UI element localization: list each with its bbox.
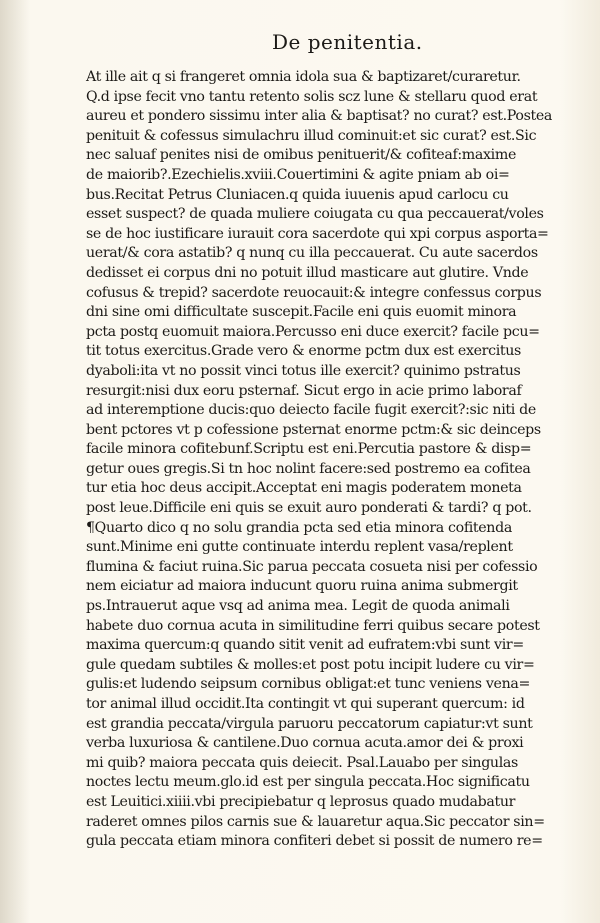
- text-line: dyaboli:ita vt no possit vinci totus ille exercit? quinimo pstratus: [86, 362, 521, 379]
- text-line: de maiorib?.Ezechielis.xviii.Couertimini & agite pniam ab oi=: [86, 166, 510, 183]
- text-line: est Leuitici.xiiii.vbi precipiebatur q leprosus quado mudabatur: [86, 793, 516, 810]
- text-line: penituit & cofessus simulachru illud cominuit:et sic curat? est.Sic: [86, 127, 537, 144]
- text-line: gulis:et ludendo seipsum cornibus obligat:et tunc veniens vena=: [86, 676, 531, 693]
- text-line: ¶Quarto dico q no solu grandia pcta sed etia minora cofitenda: [86, 519, 512, 536]
- page-title: De penitentia.: [272, 30, 423, 54]
- text-line: aureu et pondero sissimu inter alia & baptisat? no curat? est.Postea: [86, 108, 553, 125]
- text-line: habete duo cornua acuta in similitudine ferri quibus secare potest: [86, 617, 540, 634]
- text-line: noctes lectu meum.glo.id est per singula peccata.Hoc significatu: [86, 774, 530, 791]
- text-line: resurgit:nisi dux eoru psternaf. Sicut ergo in acie primo laboraf: [86, 382, 522, 399]
- text-line: nem eiciatur ad maiora inducunt quoru ruina anima submergit: [86, 578, 518, 595]
- text-line: flumina & faciut ruina.Sic parua peccata cosueta nisi per cofessio: [86, 558, 538, 575]
- text-line: maxima quercum:q quando sitit venit ad eufratem:vbi sunt vir=: [86, 637, 524, 654]
- text-line: ps.Intrauerut aque vsq ad anima mea. Legit de quoda animali: [86, 598, 510, 615]
- text-line: bent pctores vt p cofessione psternat enorme pctm:& sic deinceps: [86, 421, 541, 438]
- text-line: cofusus & trepid? sacerdote reuocauit:& integre confessus corpus: [86, 284, 542, 301]
- text-line: tit totus exercitus.Grade vero & enorme pctm dux est exercitus: [86, 343, 521, 360]
- text-line: uerat/& cora astatib? q nunq cu illa peccauerat. Cu aute sacerdos: [86, 245, 538, 262]
- text-line: dni sine omi difficultate suscepit.Facile eni quis euomit minora: [86, 304, 517, 321]
- text-line: gule quedam subtiles & molles:et post potu incipit ludere cu vir=: [86, 656, 535, 673]
- text-line: bus.Recitat Petrus Cluniacen.q quida iuuenis apud carlocu cu: [86, 186, 509, 203]
- text-line: getur oues gregis.Si tn hoc nolint facere:sed postremo ea cofitea: [86, 460, 531, 477]
- text-line: est grandia peccata/virgula paruoru peccatorum capiatur:vt sunt: [86, 715, 533, 732]
- text-line: raderet omnes pilos carnis sue & lauaretur aqua.Sic peccator sin=: [86, 813, 545, 830]
- text-line: dedisset ei corpus dni no potuit illud masticare aut glutire. Vnde: [86, 264, 529, 281]
- text-line: facile minora cofitebunf.Scriptu est eni.Percutia pastore & disp=: [86, 441, 532, 458]
- text-line: gula peccata etiam minora confiteri debet si possit de numero re=: [86, 833, 543, 850]
- text-line: pcta postq euomuit maiora.Percusso eni duce exercit? facile pcu=: [86, 323, 540, 340]
- text-line: esset suspect? de quada muliere coiugata cu qua peccauerat/voles: [86, 206, 544, 223]
- text-line: sunt.Minime eni gutte continuate interdu replent vasa/replent: [86, 539, 513, 556]
- text-line: mi quib? maiora peccata quis deiecit. Psal.Lauabo per singulas: [86, 754, 518, 771]
- text-line: nec saluaf penites nisi de omibus penituerit/& cofiteaf:maxime: [86, 147, 516, 164]
- text-line: tur etia hoc deus accipit.Acceptat eni magis poderatem moneta: [86, 480, 522, 497]
- text-line: se de hoc iustificare iurauit cora sacerdote qui xpi corpus asporta=: [86, 225, 549, 242]
- text-line: At ille ait q si frangeret omnia idola sua & baptizaret/curaretur.: [86, 69, 521, 85]
- text-line: ad interemptione ducis:quo deiecto facile fugit exercit?:sic niti de: [86, 402, 536, 419]
- page-gutter-shadow: [0, 0, 30, 923]
- text-line: tor animal illud occidit.Ita contingit vt qui superant quercum: id: [86, 696, 525, 712]
- text-line: verba luxuriosa & cantilene.Duo cornua acuta.amor dei & proxi: [86, 735, 524, 752]
- body-text: [86, 68, 578, 852]
- text-line: Q.d ipse fecit vno tantu retento solis scz lune & stellaru quod erat: [86, 88, 538, 105]
- text-line: post leue.Difficile eni quis se exuit auro ponderati & tardi? q pot.: [86, 500, 532, 517]
